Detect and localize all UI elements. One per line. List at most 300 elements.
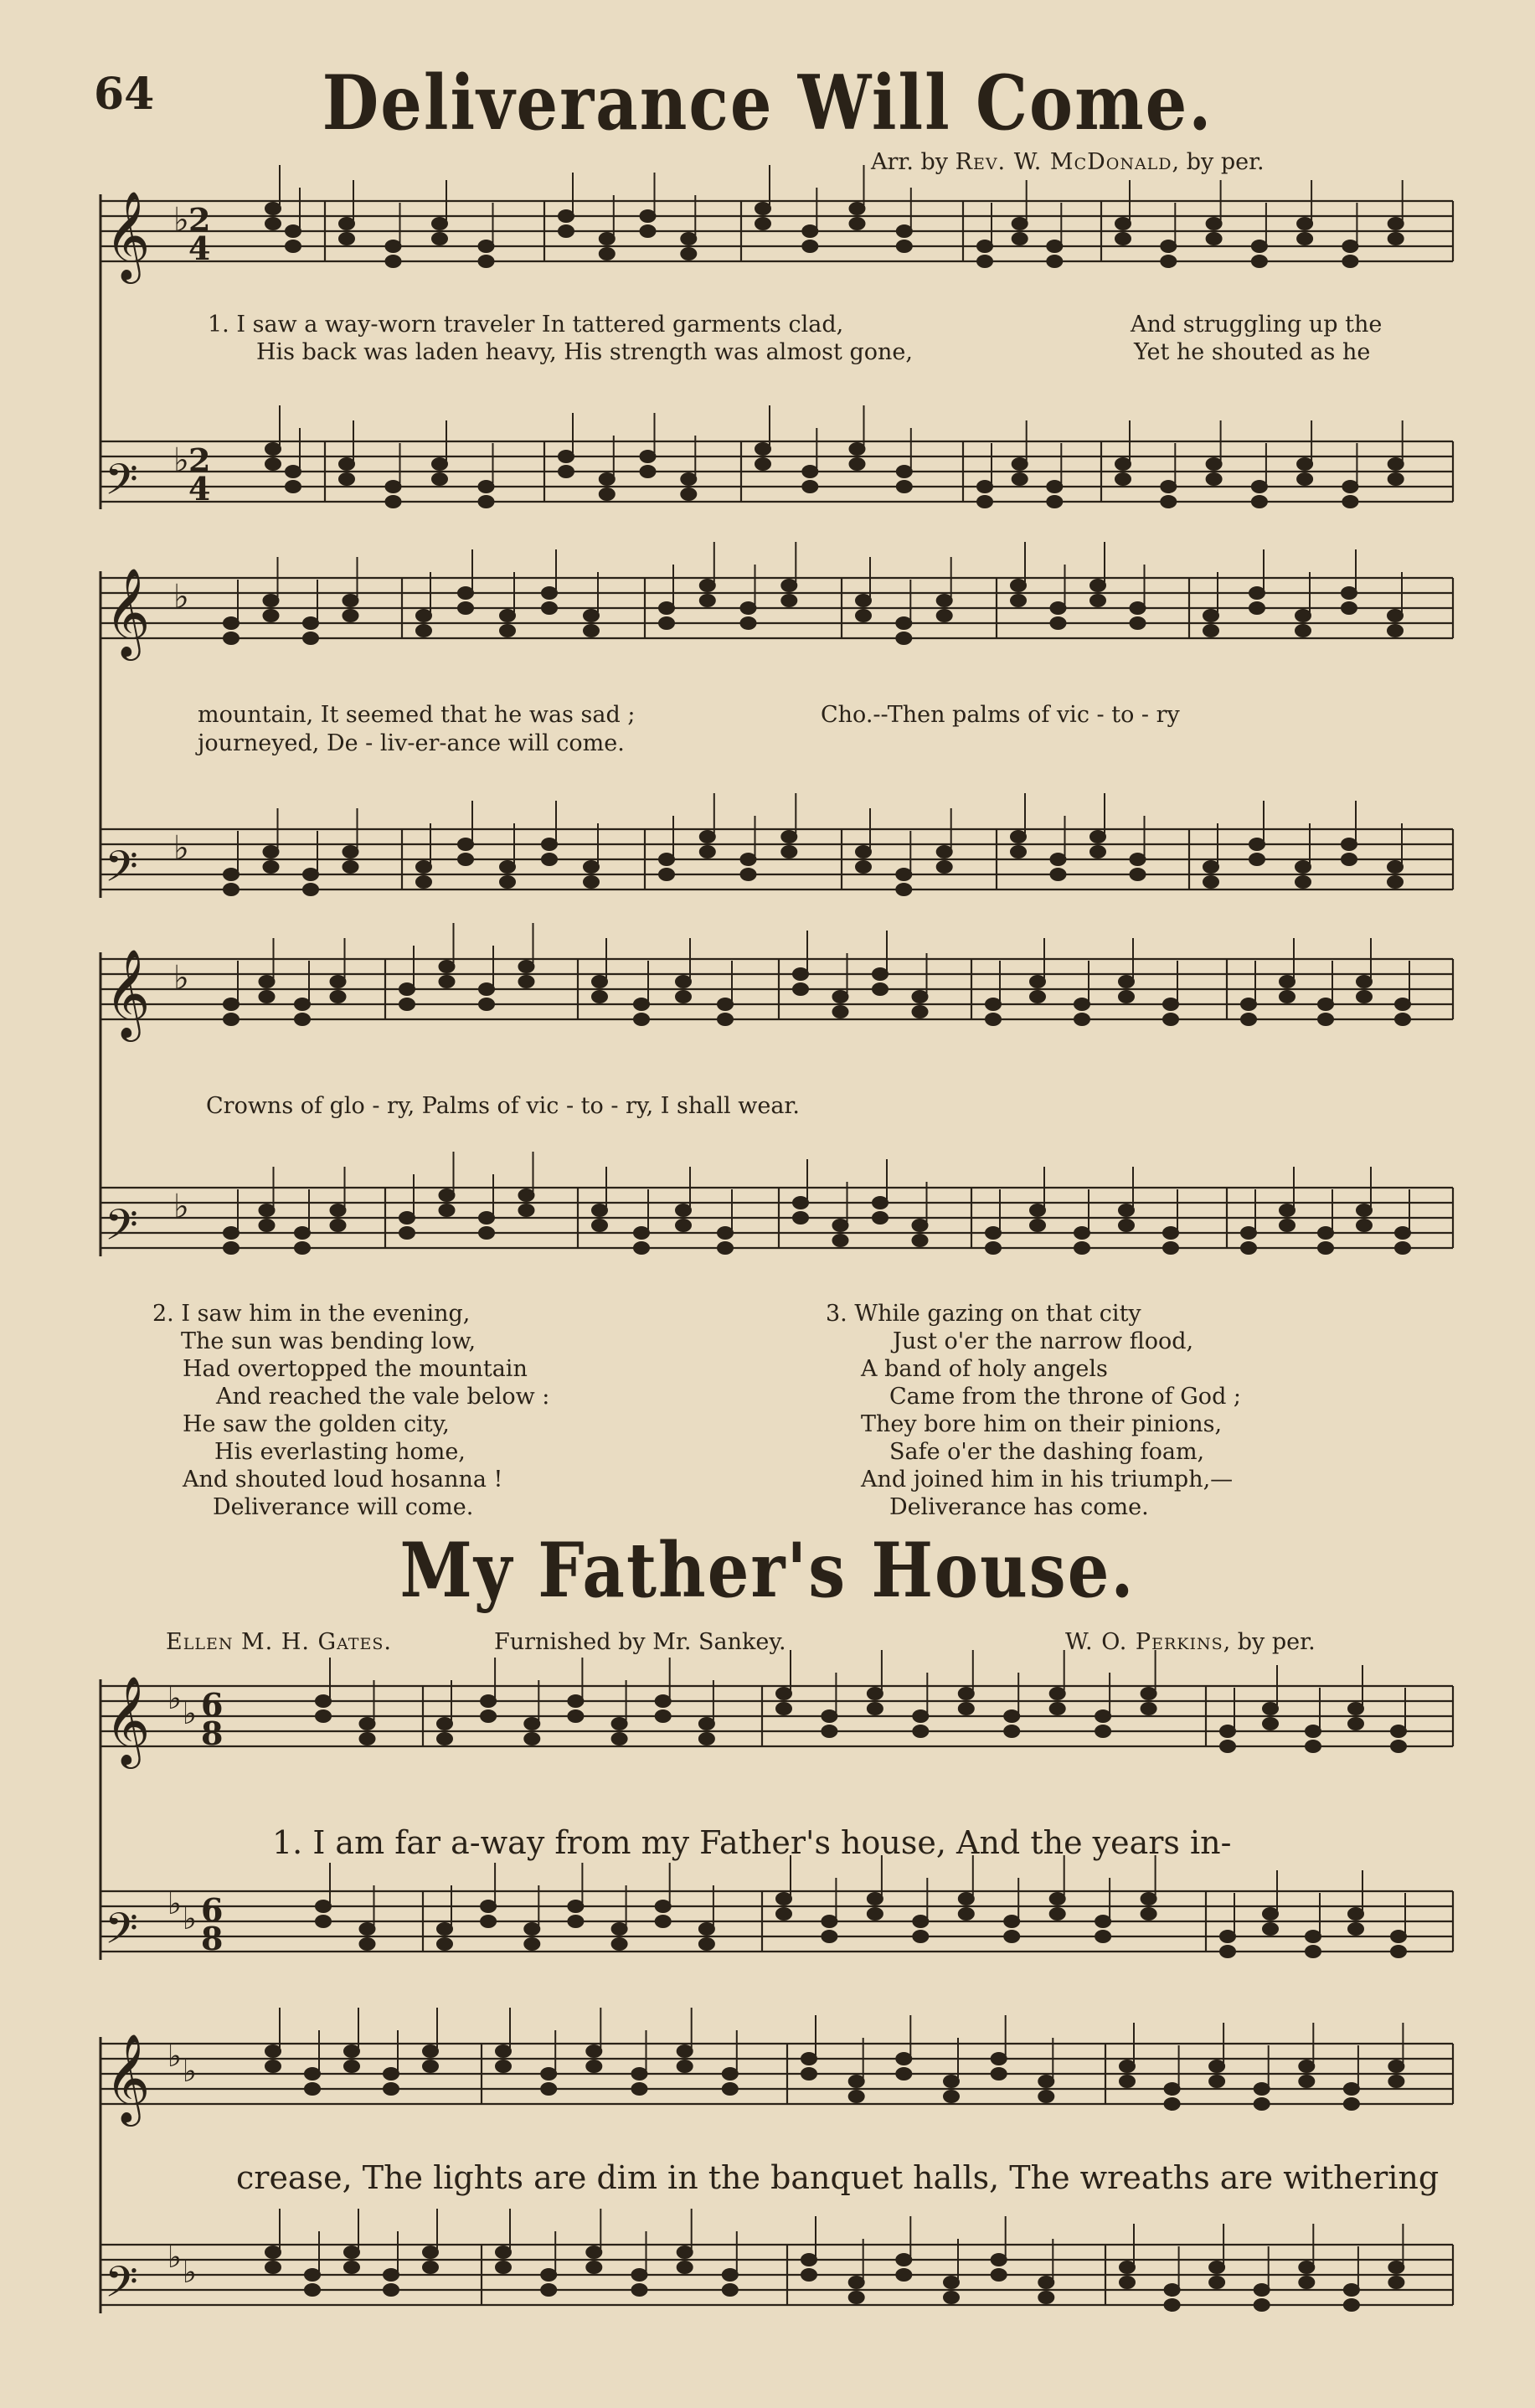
notehead (1090, 831, 1105, 843)
lyric-1-line-1b: And struggling up the (1131, 312, 1383, 338)
notehead (1119, 976, 1134, 987)
notehead (343, 595, 358, 606)
notehead (1209, 2060, 1224, 2072)
notehead (1299, 2060, 1314, 2072)
notehead (1011, 831, 1026, 843)
hymn-title-fathers-house: My Father's House. (399, 1527, 1136, 1615)
notehead (1203, 625, 1218, 637)
notehead (264, 861, 279, 873)
notehead (260, 1204, 275, 1216)
notehead (568, 1695, 583, 1707)
notehead (723, 2269, 738, 2281)
notehead (386, 481, 401, 492)
svg-text:♭: ♭ (183, 2055, 197, 2089)
notehead (344, 2246, 359, 2258)
notehead (541, 2284, 556, 2296)
notehead (896, 2053, 911, 2065)
notehead (343, 861, 358, 873)
notehead (1306, 1725, 1321, 1737)
notehead (913, 1931, 928, 1942)
notehead (793, 983, 808, 995)
notehead (1388, 233, 1404, 245)
notehead (1090, 846, 1105, 858)
lyric-1-line-1: 1. I saw a way-worn traveler In tattered garments clad, (208, 312, 844, 338)
notehead (384, 2083, 399, 2095)
notehead (1297, 218, 1312, 229)
notehead (265, 218, 281, 229)
notehead (542, 853, 557, 865)
verse-3 (826, 1300, 1241, 1521)
notehead (437, 1923, 452, 1935)
notehead (1220, 1946, 1235, 1957)
notehead (1095, 1931, 1110, 1942)
notehead (1295, 625, 1311, 637)
lyric-5-line: crease, The lights are dim in the banquet halls, The wreaths are withering (236, 2159, 1440, 2196)
svg-text:♭: ♭ (183, 1902, 197, 1936)
notehead (568, 1916, 583, 1927)
notehead (1220, 1931, 1235, 1942)
notehead (1388, 2060, 1404, 2072)
notehead (331, 1219, 346, 1231)
notehead (1263, 1703, 1278, 1714)
notehead (1297, 473, 1312, 485)
verse-2-line: Had overtopped the mountain (183, 1356, 528, 1382)
verse-2-line: His everlasting home, (214, 1439, 466, 1465)
notehead (1348, 1908, 1363, 1920)
notehead (1163, 998, 1178, 1010)
notehead (343, 846, 358, 858)
notehead (1241, 998, 1256, 1010)
notehead (586, 2261, 601, 2273)
notehead (1203, 610, 1218, 621)
notehead (1163, 1242, 1178, 1254)
notehead (286, 466, 301, 477)
notehead (1038, 2277, 1053, 2288)
credit-suffix: , by per. (1172, 149, 1265, 175)
notehead (360, 1733, 375, 1745)
notehead (1131, 617, 1146, 629)
notehead (776, 1893, 791, 1905)
notehead (1348, 1718, 1363, 1730)
notehead (1030, 1219, 1045, 1231)
notehead (612, 1938, 627, 1950)
notehead (1241, 1013, 1256, 1025)
notehead (384, 2068, 399, 2080)
notehead (873, 1197, 888, 1209)
notehead (500, 610, 515, 621)
notehead (295, 1013, 310, 1025)
notehead (339, 473, 354, 485)
notehead (656, 1695, 671, 1707)
notehead (896, 2068, 911, 2080)
notehead (986, 1227, 1001, 1239)
notehead (1030, 976, 1045, 987)
notehead (423, 2261, 438, 2273)
notehead (1388, 625, 1403, 637)
notehead (344, 2060, 359, 2072)
notehead (1344, 2083, 1359, 2095)
notehead (600, 473, 615, 485)
notehead (659, 602, 674, 614)
notehead (440, 1204, 455, 1216)
notehead (360, 1718, 375, 1730)
notehead (1011, 595, 1026, 606)
notehead (1295, 861, 1311, 873)
notehead (1165, 2284, 1180, 2296)
svg-text:𝄞: 𝄞 (105, 2033, 151, 2122)
notehead (755, 218, 770, 229)
notehead (741, 853, 756, 865)
notehead (873, 968, 888, 980)
notehead (1038, 2091, 1053, 2102)
notehead (386, 496, 401, 508)
notehead (1051, 602, 1066, 614)
notehead (1050, 1908, 1065, 1920)
svg-text:♭: ♭ (173, 578, 189, 616)
notehead (584, 625, 599, 637)
notehead (1038, 2292, 1053, 2303)
verse-3-line: And joined him in his triumph,— (861, 1467, 1234, 1493)
notehead (718, 1242, 733, 1254)
notehead (496, 2045, 511, 2057)
svg-text:2: 2 (188, 441, 211, 479)
notehead (1141, 1688, 1156, 1699)
notehead (542, 838, 557, 850)
notehead (519, 1189, 534, 1201)
notehead (896, 869, 911, 880)
notehead (681, 233, 696, 245)
notehead (440, 1189, 455, 1201)
notehead (496, 2060, 511, 2072)
notehead (1263, 1718, 1278, 1730)
notehead (316, 1900, 331, 1912)
notehead (723, 2083, 738, 2095)
notehead (676, 1219, 691, 1231)
notehead (1119, 1219, 1134, 1231)
notehead (1342, 481, 1357, 492)
notehead (1207, 458, 1222, 470)
notehead (856, 595, 871, 606)
notehead (634, 1242, 649, 1254)
notehead (641, 451, 656, 462)
notehead (316, 1916, 331, 1927)
notehead (481, 1900, 496, 1912)
notehead (224, 617, 239, 629)
notehead (224, 884, 239, 895)
notehead (641, 225, 656, 237)
notehead (913, 1710, 928, 1722)
notehead (1095, 1916, 1110, 1927)
notehead (423, 2246, 438, 2258)
notehead (286, 225, 301, 237)
notehead (1249, 838, 1265, 850)
notehead (423, 2045, 438, 2057)
notehead (1050, 1688, 1065, 1699)
notehead (524, 1733, 539, 1745)
notehead (1047, 481, 1062, 492)
verse-3-line: A band of holy angels (861, 1356, 1108, 1382)
notehead (479, 998, 494, 1010)
notehead (849, 2277, 864, 2288)
notehead (265, 2060, 281, 2072)
notehead (1161, 240, 1176, 252)
notehead (1012, 473, 1028, 485)
notehead (873, 983, 888, 995)
notehead (1342, 838, 1357, 850)
notehead (265, 203, 281, 214)
notehead (801, 2053, 816, 2065)
notehead (656, 1916, 671, 1927)
notehead (559, 451, 574, 462)
notehead (305, 2284, 320, 2296)
notehead (1050, 1703, 1065, 1714)
notehead (977, 255, 992, 267)
notehead (1030, 991, 1045, 1003)
notehead (1074, 1013, 1089, 1025)
staff-1b (100, 441, 1453, 502)
notehead (384, 2284, 399, 2296)
notehead (1388, 458, 1404, 470)
notehead (1280, 991, 1295, 1003)
notehead (1254, 2083, 1270, 2095)
notehead (399, 1212, 415, 1224)
notehead (856, 846, 871, 858)
notehead (1047, 255, 1062, 267)
notehead (944, 2277, 959, 2288)
notehead (913, 1235, 928, 1246)
svg-text:♭: ♭ (167, 2240, 182, 2275)
notehead (1252, 240, 1267, 252)
notehead (343, 610, 358, 621)
notehead (432, 473, 447, 485)
notehead (850, 458, 865, 470)
notehead (776, 1908, 791, 1920)
notehead (849, 2075, 864, 2087)
verse-3-line: Deliverance has come. (889, 1494, 1149, 1520)
notehead (437, 1733, 452, 1745)
notehead (1249, 602, 1265, 614)
notehead (1395, 1227, 1410, 1239)
notehead (977, 496, 992, 508)
notehead (559, 466, 574, 477)
notehead (592, 1219, 607, 1231)
notehead (524, 1923, 539, 1935)
notehead (1388, 610, 1403, 621)
lyric-4-line: 1. I am far a-way from my Father's house, And the years in- (272, 1824, 1232, 1861)
notehead (360, 1938, 375, 1950)
notehead (896, 632, 911, 644)
notehead (1161, 481, 1176, 492)
notehead (868, 1893, 883, 1905)
notehead (458, 587, 473, 599)
notehead (992, 2053, 1007, 2065)
notehead (1141, 1703, 1156, 1714)
notehead (913, 991, 928, 1003)
notehead (305, 2269, 320, 2281)
notehead (793, 968, 808, 980)
notehead (584, 876, 599, 888)
notehead (1203, 861, 1218, 873)
notehead (1299, 2261, 1314, 2273)
verse-3-line: Just o'er the narrow flood, (893, 1328, 1194, 1354)
notehead (986, 998, 1001, 1010)
notehead (386, 240, 401, 252)
notehead (937, 846, 952, 858)
notehead (260, 991, 275, 1003)
notehead (360, 1923, 375, 1935)
notehead (224, 1227, 239, 1239)
staff-5a (100, 2044, 1453, 2104)
notehead (632, 2269, 647, 2281)
verse-2-line: The sun was bending low, (181, 1328, 476, 1354)
notehead (344, 2045, 359, 2057)
notehead (303, 884, 318, 895)
notehead (1012, 218, 1028, 229)
notehead (822, 1725, 837, 1737)
svg-text:4: 4 (188, 229, 211, 267)
notehead (632, 2284, 647, 2296)
notehead (700, 580, 715, 591)
notehead (1388, 473, 1404, 485)
notehead (612, 1718, 627, 1730)
notehead (944, 2091, 959, 2102)
notehead (802, 225, 817, 237)
notehead (479, 1227, 494, 1239)
svg-text:𝄞: 𝄞 (105, 190, 151, 280)
notehead (399, 983, 415, 995)
notehead (833, 1006, 848, 1018)
notehead (1203, 876, 1218, 888)
notehead (681, 248, 696, 260)
notehead (339, 458, 354, 470)
notehead (303, 869, 318, 880)
notehead (305, 2083, 320, 2095)
svg-text:♭: ♭ (173, 1188, 189, 1226)
notehead (295, 1227, 310, 1239)
notehead (1249, 853, 1265, 865)
verse-3-line: They bore him on their pinions, (861, 1411, 1223, 1437)
notehead (700, 846, 715, 858)
svg-text:2: 2 (188, 201, 211, 239)
notehead (700, 831, 715, 843)
svg-text:𝄞: 𝄞 (105, 567, 151, 657)
notehead (265, 2246, 281, 2258)
svg-text:6: 6 (201, 1891, 224, 1929)
notehead (781, 580, 796, 591)
credit-name: Rev. W. McDonald (955, 149, 1172, 175)
notehead (1120, 2277, 1135, 2288)
svg-text:♭: ♭ (173, 959, 189, 998)
notehead (1141, 1908, 1156, 1920)
notehead (959, 1688, 974, 1699)
notehead (559, 225, 574, 237)
notehead (399, 1227, 415, 1239)
notehead (802, 240, 817, 252)
notehead (1391, 1740, 1406, 1752)
notehead (1344, 2299, 1359, 2311)
notehead (1047, 240, 1062, 252)
notehead (260, 1219, 275, 1231)
notehead (992, 2068, 1007, 2080)
notehead (1163, 1227, 1178, 1239)
notehead (1388, 861, 1403, 873)
notehead (265, 458, 281, 470)
notehead (781, 595, 796, 606)
notehead (500, 861, 515, 873)
composer-credit (1065, 1629, 1316, 1655)
notehead (659, 617, 674, 629)
notehead (1388, 2261, 1404, 2273)
notehead (1391, 1946, 1406, 1957)
notehead (913, 1219, 928, 1231)
author-credit: Ellen M. H. Gates. (166, 1629, 392, 1655)
notehead (755, 443, 770, 455)
svg-text:8: 8 (201, 1714, 224, 1752)
notehead (519, 1204, 534, 1216)
notehead (440, 961, 455, 972)
notehead (723, 2068, 738, 2080)
notehead (822, 1710, 837, 1722)
notehead (937, 595, 952, 606)
notehead (1395, 1242, 1410, 1254)
svg-text:𝄢: 𝄢 (105, 454, 138, 515)
notehead (265, 2261, 281, 2273)
lyric-2-line-1: mountain, It seemed that he was sad ; (198, 702, 636, 728)
notehead (1344, 2098, 1359, 2110)
notehead (937, 861, 952, 873)
notehead (295, 1242, 310, 1254)
notehead (937, 610, 952, 621)
lyric-1-line-2b: Yet he shouted as he (1134, 339, 1371, 365)
composer-suffix: , by per. (1223, 1629, 1316, 1655)
notehead (856, 610, 871, 621)
notehead (896, 617, 911, 629)
notehead (677, 2045, 693, 2057)
notehead (432, 218, 447, 229)
svg-text:♭: ♭ (167, 1682, 182, 1716)
notehead (224, 869, 239, 880)
notehead (586, 2045, 601, 2057)
notehead (659, 853, 674, 865)
notehead (1344, 2284, 1359, 2296)
notehead (1090, 580, 1105, 591)
verse-2-line: Deliverance will come. (213, 1494, 474, 1520)
svg-text:𝄢: 𝄢 (105, 1199, 138, 1261)
svg-text:6: 6 (201, 1686, 224, 1724)
notehead (1165, 2098, 1180, 2110)
notehead (1388, 876, 1403, 888)
svg-text:𝄢: 𝄢 (105, 1903, 138, 1964)
credit-prefix: Arr. by (871, 149, 956, 175)
notehead (641, 210, 656, 222)
hymn-title-deliverance: Deliverance Will Come. (322, 59, 1213, 147)
notehead (944, 2292, 959, 2303)
notehead (681, 473, 696, 485)
notehead (416, 625, 431, 637)
notehead (741, 602, 756, 614)
svg-text:𝄞: 𝄞 (105, 1675, 151, 1765)
notehead (592, 976, 607, 987)
svg-text:𝄢: 𝄢 (105, 2256, 138, 2318)
notehead (264, 595, 279, 606)
notehead (959, 1893, 974, 1905)
notehead (913, 1725, 928, 1737)
svg-text:♭: ♭ (183, 1697, 197, 1731)
notehead (1011, 580, 1026, 591)
notehead (612, 1733, 627, 1745)
notehead (1207, 473, 1222, 485)
notehead (541, 2083, 556, 2095)
